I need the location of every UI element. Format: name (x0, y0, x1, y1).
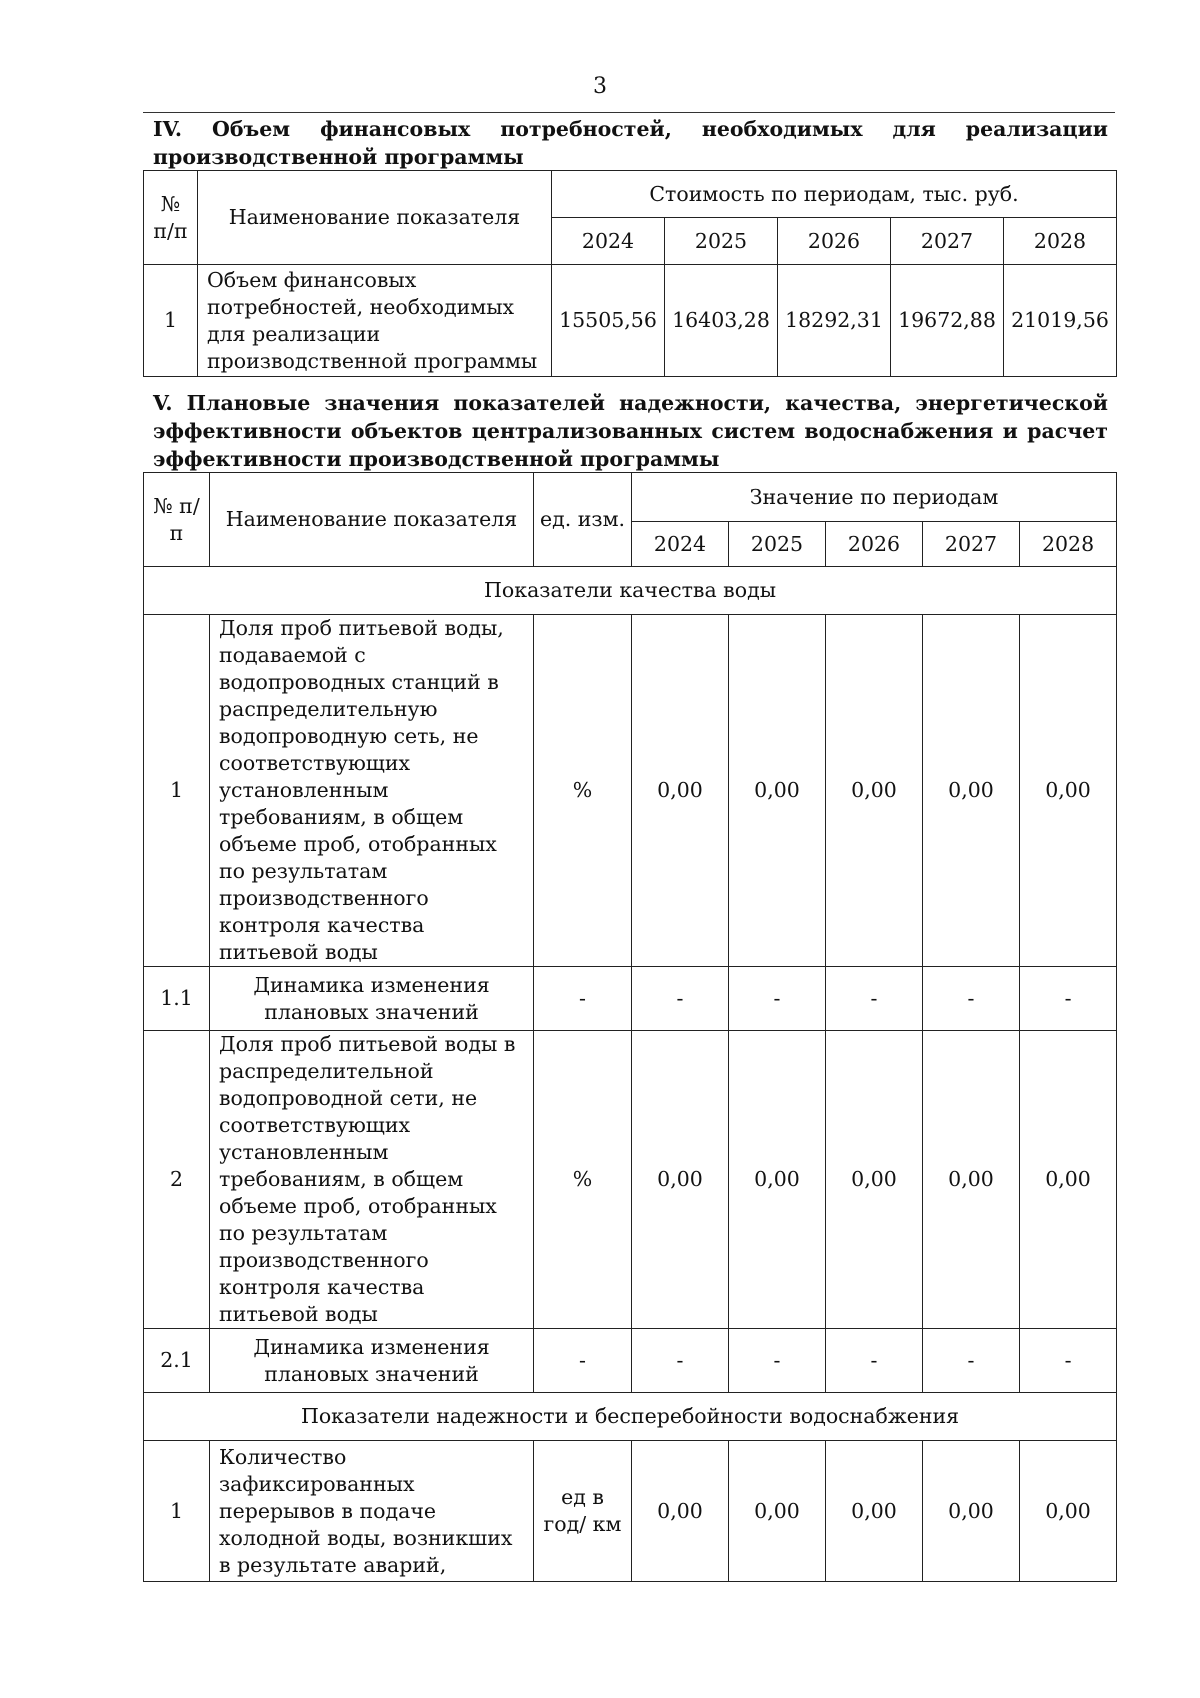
row-value: 0,00 (729, 1441, 826, 1582)
row-value: 21019,56 (1004, 265, 1117, 377)
row-value: - (729, 1329, 826, 1393)
row-num: 2 (144, 1031, 210, 1329)
header-num: № п/п (144, 171, 198, 265)
row-value: 0,00 (923, 615, 1020, 967)
row-value: - (729, 967, 826, 1031)
row-value: 0,00 (729, 1031, 826, 1329)
header-name: Наименование показателя (198, 171, 552, 265)
row-value: 0,00 (632, 1441, 729, 1582)
year-header: 2028 (1004, 218, 1117, 265)
year-header: 2024 (632, 522, 729, 567)
row-name: Динамика изменения плановых значений (210, 1329, 534, 1393)
header-unit: ед. изм. (534, 473, 632, 567)
year-header: 2028 (1020, 522, 1117, 567)
year-header: 2024 (552, 218, 665, 265)
row-value: 0,00 (1020, 615, 1117, 967)
header-name: Наименование показателя (210, 473, 534, 567)
year-header: 2027 (923, 522, 1020, 567)
row-unit: % (534, 615, 632, 967)
row-num: 1 (144, 265, 198, 377)
row-value: - (1020, 967, 1117, 1031)
header-value: Значение по периодам (632, 473, 1117, 522)
row-name: Объем финансовых потребностей, необходимых для реализации производственной программы (198, 265, 552, 377)
row-value: - (923, 967, 1020, 1031)
year-header: 2026 (826, 522, 923, 567)
row-name: Доля проб питьевой воды в распределительной водопроводной сети, не соответствующих установленным требованиям, в общем объеме проб, отобранных по результатам производственного контроля качества питьевой воды (210, 1031, 534, 1329)
row-value: 18292,31 (778, 265, 891, 377)
row-value: 0,00 (729, 615, 826, 967)
row-value: - (632, 1329, 729, 1393)
row-value: 16403,28 (665, 265, 778, 377)
section-5-title: V. Плановые значения показателей надежности, качества, энергетической эффективности объектов централизованных систем водоснабжения и расчет эффективности производственной программы (153, 391, 1108, 471)
row-unit: % (534, 1031, 632, 1329)
financial-needs-table (143, 170, 1117, 377)
row-value: - (923, 1329, 1020, 1393)
row-num: 1 (144, 1441, 210, 1582)
row-unit: - (534, 1329, 632, 1393)
page-number: 3 (593, 74, 607, 99)
table-row (144, 1441, 1117, 1582)
row-value: 0,00 (826, 615, 923, 967)
table-row (144, 1329, 1117, 1393)
row-value: 0,00 (1020, 1441, 1117, 1582)
row-name: Количество зафиксированных перерывов в подаче холодной воды, возникших в результате аварий, (210, 1441, 534, 1582)
group-title-water-quality: Показатели качества воды (144, 567, 1117, 615)
row-num: 1.1 (144, 967, 210, 1031)
row-value: - (826, 967, 923, 1031)
header-num: № п/п (144, 473, 210, 567)
row-value: 19672,88 (891, 265, 1004, 377)
row-unit: - (534, 967, 632, 1031)
row-value: 0,00 (923, 1441, 1020, 1582)
row-value: - (1020, 1329, 1117, 1393)
year-header: 2026 (778, 218, 891, 265)
row-num: 1 (144, 615, 210, 967)
year-header: 2025 (665, 218, 778, 265)
row-value: 0,00 (826, 1441, 923, 1582)
table-row (144, 265, 1117, 377)
table-row (144, 967, 1117, 1031)
row-name: Доля проб питьевой воды, подаваемой с водопроводных станций в распределительную водопроводную сеть, не соответствующих установленным требованиям, в общем объеме проб, отобранных по результатам производственного контроля качества питьевой воды (210, 615, 534, 967)
row-value: - (632, 967, 729, 1031)
section-4-title: IV. Объем финансовых потребностей, необходимых для реализации производственной программы (153, 117, 1108, 169)
group-title-reliability: Показатели надежности и бесперебойности водоснабжения (144, 1393, 1117, 1441)
header-rule (143, 112, 1115, 113)
header-cost: Стоимость по периодам, тыс. руб. (552, 171, 1117, 218)
year-header: 2027 (891, 218, 1004, 265)
indicators-table (143, 472, 1117, 1582)
table-row (144, 615, 1117, 967)
row-value: 0,00 (923, 1031, 1020, 1329)
row-value: 0,00 (1020, 1031, 1117, 1329)
row-value: - (826, 1329, 923, 1393)
row-num: 2.1 (144, 1329, 210, 1393)
row-value: 15505,56 (552, 265, 665, 377)
table-row (144, 1031, 1117, 1329)
year-header: 2025 (729, 522, 826, 567)
row-value: 0,00 (632, 1031, 729, 1329)
row-value: 0,00 (632, 615, 729, 967)
row-unit: ед в год/ км (534, 1441, 632, 1582)
row-name: Динамика изменения плановых значений (210, 967, 534, 1031)
row-value: 0,00 (826, 1031, 923, 1329)
